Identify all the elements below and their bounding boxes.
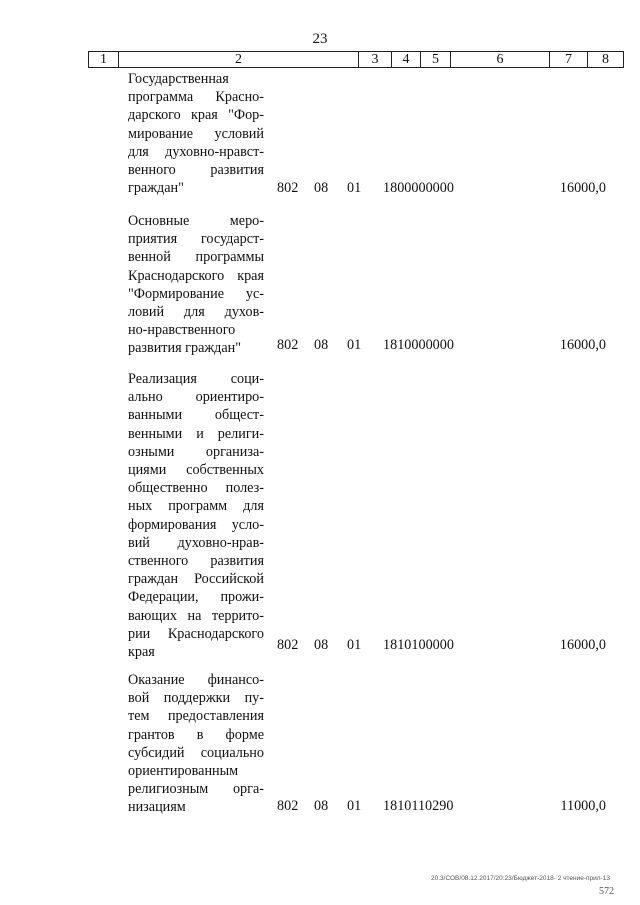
row-col-3: 802 — [277, 637, 299, 653]
description-line: венными и религи- — [128, 425, 264, 442]
description-line: венной программы — [128, 249, 264, 266]
row-col-6: 1800000000 — [383, 180, 454, 196]
header-col-4: 4 — [392, 52, 421, 67]
description-line: Краснодарского края — [128, 267, 264, 284]
document-code: 20.3/СОВ/08.12.2017/20:23/Бюджет-2018- 2 чтение-прил-13 — [430, 875, 610, 882]
description-line: Реализация соци- — [128, 371, 264, 387]
table-header — [88, 51, 624, 68]
description-line: края — [128, 644, 155, 661]
row-col-3: 802 — [277, 798, 299, 814]
row-col-3: 802 — [277, 180, 299, 196]
row-description — [128, 370, 264, 661]
row-col-6: 1810000000 — [383, 337, 454, 353]
description-line: ловий для духов- — [128, 304, 264, 321]
description-line: венного развития — [128, 162, 264, 179]
description-line: ориентированным — [128, 763, 239, 780]
row-description — [128, 70, 264, 197]
row-col-4: 08 — [314, 637, 329, 653]
description-line: граждан Российской — [128, 571, 264, 588]
description-line: приятия государст- — [128, 231, 264, 248]
header-col-7: 7 — [550, 52, 588, 67]
header-col-2: 2 — [119, 52, 359, 67]
row-col-8: 16000,0 — [559, 180, 606, 196]
description-line: Государственная — [128, 71, 229, 87]
row-description — [128, 671, 264, 817]
header-col-3: 3 — [359, 52, 392, 67]
row-col-8: 16000,0 — [559, 337, 606, 353]
description-line: низациям — [128, 799, 186, 816]
description-line: граждан" — [128, 180, 184, 197]
header-col-1: 1 — [89, 52, 119, 67]
description-line: грантов в форме — [128, 726, 264, 743]
sheet-number: 572 — [599, 886, 614, 897]
description-line: вающих на террито- — [128, 607, 264, 624]
header-col-6: 6 — [451, 52, 550, 67]
description-line: общественно полез- — [128, 480, 264, 497]
row-description — [128, 212, 264, 358]
description-line: циями собственных — [128, 462, 264, 479]
row-col-6: 1810100000 — [383, 637, 454, 653]
description-line: тем предоставления — [128, 708, 264, 725]
header-col-5: 5 — [421, 52, 451, 67]
description-line: вий духовно-нрав- — [128, 534, 264, 551]
row-col-5: 01 — [347, 798, 362, 814]
description-line: программа Красно- — [128, 89, 264, 106]
description-line: религиозным орга- — [128, 781, 264, 798]
description-line: Оказание финансо- — [128, 672, 264, 688]
description-line: рии Краснодарского — [128, 625, 264, 642]
description-line: Основные меро- — [128, 213, 264, 229]
row-col-3: 802 — [277, 337, 299, 353]
description-line: развития граждан" — [128, 340, 242, 357]
description-line: ственного развития — [128, 553, 264, 570]
row-col-4: 08 — [314, 180, 329, 196]
description-line: ванными общест- — [128, 407, 264, 424]
header-col-8: 8 — [602, 52, 609, 67]
description-line: дарского края "Фор- — [128, 107, 264, 124]
description-line: "Формирование ус- — [128, 285, 264, 302]
row-col-5: 01 — [347, 637, 362, 653]
description-line: вой поддержки пу- — [128, 690, 264, 707]
description-line: озными организа- — [128, 443, 264, 460]
row-col-5: 01 — [347, 337, 362, 353]
description-line: ально ориентиро- — [128, 389, 264, 406]
description-line: мирование условий — [128, 125, 264, 142]
row-col-6: 1810110290 — [383, 798, 454, 814]
description-line: Федерации, прожи- — [128, 589, 264, 606]
page-number: 23 — [312, 31, 328, 47]
row-col-4: 08 — [314, 798, 329, 814]
description-line: формирования усло- — [128, 516, 264, 533]
description-line: для духовно-нравст- — [128, 143, 264, 160]
row-col-5: 01 — [347, 180, 362, 196]
description-line: но-нравственного — [128, 322, 236, 339]
row-col-8: 11000,0 — [560, 798, 606, 814]
description-line: субсидий социально — [128, 744, 264, 761]
row-col-8: 16000,0 — [559, 637, 606, 653]
row-col-4: 08 — [314, 337, 329, 353]
description-line: ных программ для — [128, 498, 264, 515]
